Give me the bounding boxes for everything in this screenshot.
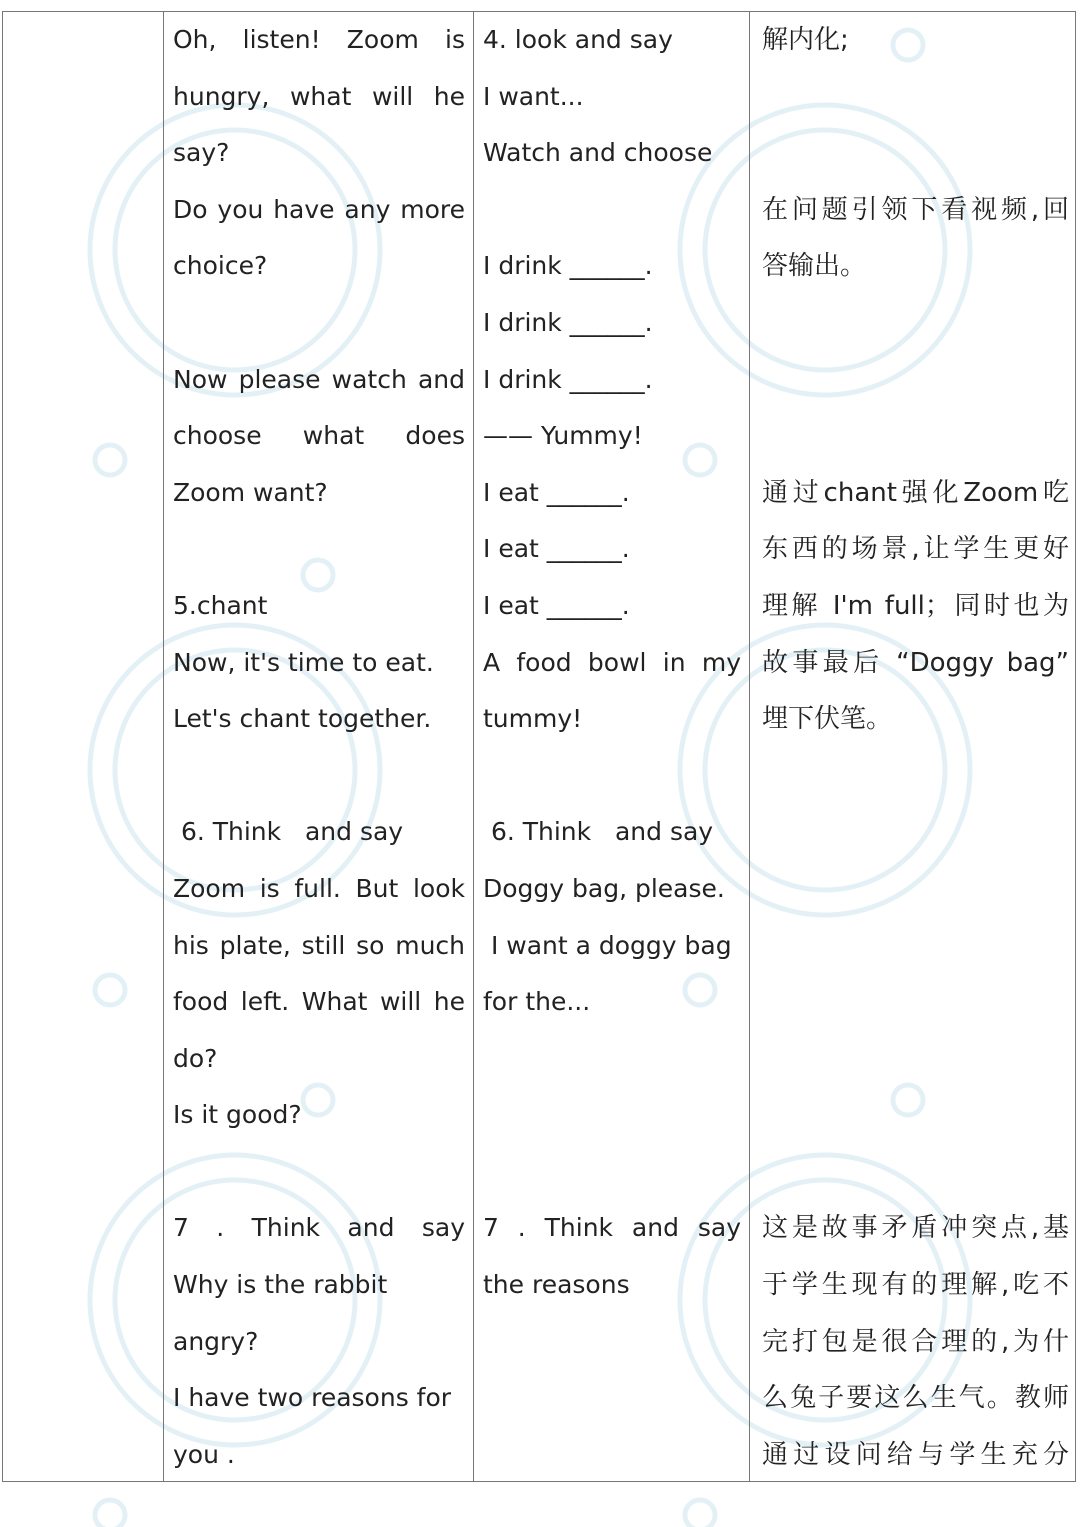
- table-cell-line: [750, 1087, 1075, 1144]
- table-cell-line: [474, 1144, 749, 1201]
- table-cell-line: I eat ______.: [483, 590, 630, 620]
- column-student-activity: [474, 12, 750, 1481]
- table-cell-line: hungry, what will he: [173, 81, 465, 111]
- column-teacher-activity: [164, 12, 474, 1481]
- table-cell-line: [750, 748, 1075, 805]
- table-cell-line: [474, 1087, 749, 1144]
- table-cell-line: [164, 521, 473, 578]
- table-cell-line: Now please watch and: [173, 364, 465, 394]
- table-cell-line: 完打包是很合理的,为什: [762, 1326, 1069, 1357]
- table-cell-line: 4. look and say: [483, 25, 673, 54]
- table-cell-line: [474, 1314, 749, 1371]
- table-cell-line: do?: [173, 1043, 218, 1073]
- table-cell-line: I drink ______.: [483, 364, 653, 394]
- table-cell-line: 东西的场景,让学生更好: [762, 534, 1069, 565]
- table-cell-line: I drink ______.: [483, 307, 653, 337]
- table-cell-line: Why is the rabbit: [173, 1270, 388, 1300]
- table-cell-line: say?: [173, 138, 230, 168]
- table-cell-line: [750, 861, 1075, 918]
- table-cell-line: Zoom want?: [173, 477, 328, 507]
- table-cell-line: 故事最后 “Doggy bag”: [762, 647, 1069, 678]
- table-cell-line: for the...: [483, 987, 591, 1017]
- table-cell-line: [474, 182, 749, 239]
- table-cell-line: I eat ______.: [483, 477, 630, 507]
- table-cell-line: the reasons: [483, 1270, 630, 1300]
- table-cell-line: you .: [173, 1439, 235, 1469]
- table-cell-line: [164, 295, 473, 352]
- table-cell-line: [750, 295, 1075, 352]
- table-cell-line: 6. Think and say: [483, 817, 714, 847]
- table-cell-line: 通过chant强化Zoom吃: [762, 477, 1069, 508]
- table-cell-line: A food bowl in my: [483, 647, 741, 677]
- table-cell-line: I eat ______.: [483, 534, 630, 564]
- table-cell-line: [164, 1144, 473, 1201]
- table-cell-line: [750, 804, 1075, 861]
- table-cell-line: —— Yummy!: [483, 421, 643, 451]
- table-cell-line: 解内化;: [762, 25, 849, 55]
- table-cell-line: 7 . Think and say: [173, 1213, 465, 1243]
- table-cell-line: Now, it's time to eat.: [173, 647, 434, 677]
- table-cell-line: Zoom is full. But look: [173, 873, 465, 903]
- table-cell-line: [474, 1427, 749, 1484]
- table-cell-line: [750, 1144, 1075, 1201]
- table-cell-line: 7 . Think and say: [483, 1213, 741, 1243]
- table-cell-line: [474, 748, 749, 805]
- table-cell-line: 于学生现有的理解,吃不: [762, 1270, 1069, 1301]
- table-cell-line: choose what does: [173, 421, 465, 451]
- table-cell-line: I drink ______.: [483, 251, 653, 281]
- table-cell-line: choice?: [173, 251, 268, 281]
- column-design-purpose: [750, 12, 1075, 1481]
- table-cell-line: Do you have any more: [173, 194, 465, 224]
- table-cell-line: Let's chant together.: [173, 704, 432, 734]
- table-cell-line: [750, 69, 1075, 126]
- table-cell-line: his plate, still so much: [173, 930, 465, 960]
- table-cell-line: I want a doggy bag: [483, 930, 732, 960]
- table-cell-line: 埋下伏笔。: [762, 704, 893, 735]
- table-cell-line: Oh, listen! Zoom is: [173, 25, 465, 54]
- table-cell-line: food left. What will he: [173, 987, 465, 1017]
- table-cell-line: angry?: [173, 1326, 259, 1356]
- table-cell-line: [474, 1370, 749, 1427]
- table-cell-line: 5.chant: [173, 590, 268, 620]
- table-cell-line: 在问题引领下看视频,回: [762, 194, 1069, 225]
- table-cell-line: [474, 1031, 749, 1088]
- table-cell-line: I have two reasons for: [173, 1383, 452, 1413]
- table-cell-line: [750, 125, 1075, 182]
- table-cell-line: 答输出。: [762, 251, 867, 282]
- table-cell-line: 这是故事矛盾冲突点,基: [762, 1213, 1069, 1244]
- table-cell-line: [164, 748, 473, 805]
- table-cell-line: [750, 918, 1075, 975]
- table-cell-line: tummy!: [483, 704, 583, 734]
- table-cell-line: I want...: [483, 81, 584, 111]
- table-cell-line: [750, 974, 1075, 1031]
- table-cell-line: 6. Think and say: [173, 817, 404, 847]
- table-cell-line: Doggy bag, please.: [483, 873, 725, 903]
- table-cell-line: [750, 408, 1075, 465]
- lesson-plan-table: [2, 11, 1076, 1482]
- table-cell-line: 理解 I'm full；同时也为: [762, 590, 1069, 621]
- table-cell-line: [750, 352, 1075, 409]
- table-cell-line: Watch and choose: [483, 138, 713, 168]
- table-cell-line: 么兔子要这么生气。教师: [762, 1383, 1069, 1414]
- table-cell-line: [750, 1031, 1075, 1088]
- table-cell-line: 通过设问给与学生充分: [762, 1439, 1069, 1470]
- table-cell-line: Is it good?: [173, 1100, 302, 1130]
- column-stage: [3, 12, 164, 1481]
